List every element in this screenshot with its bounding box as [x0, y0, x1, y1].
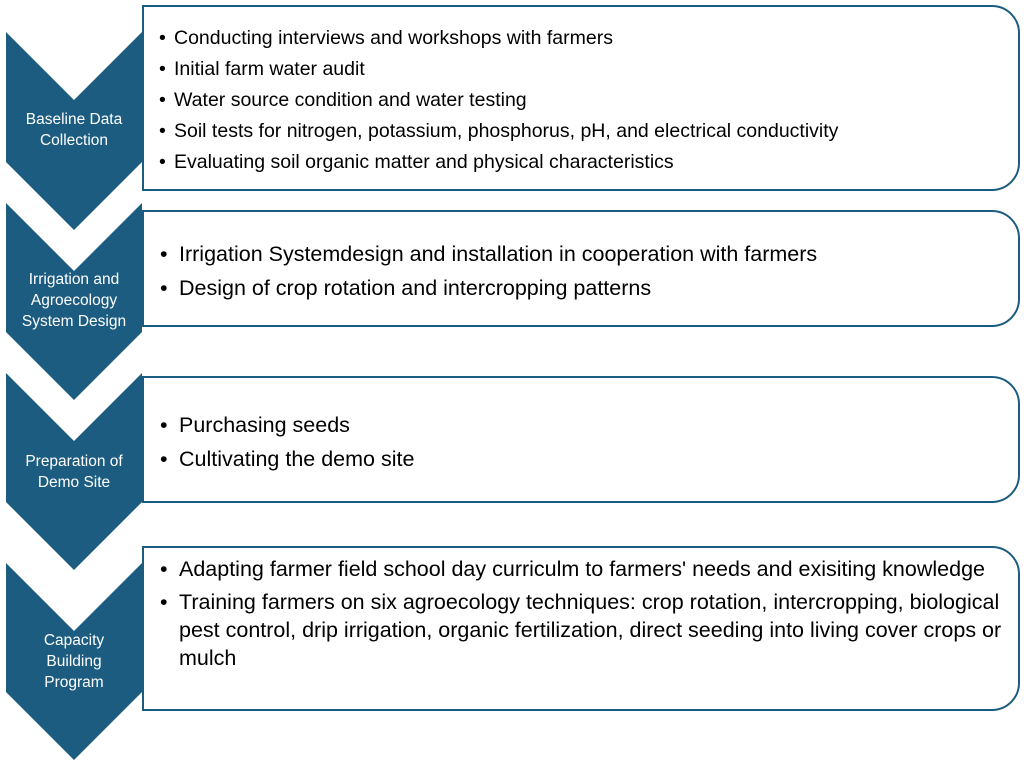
- stage-label-line: Irrigation and: [28, 271, 120, 288]
- stage-box-baseline-data-collection: [142, 5, 1020, 191]
- bullet-item: • Design of crop rotation and intercropping patterns: [179, 271, 1018, 305]
- bullet-list: [144, 212, 1018, 305]
- stage-label-line: Baseline Data: [25, 111, 123, 128]
- stage-box-capacity-building-program: [142, 546, 1020, 711]
- stage-label-line: System Design: [21, 313, 127, 330]
- stage-label-line: Building: [46, 653, 102, 670]
- stage-label-preparation-demo-site: [6, 451, 142, 493]
- bullet-item: • Soil tests for nitrogen, potassium, phosphorus, pH, and electrical conductivity: [174, 116, 1018, 147]
- bullet-list: [144, 378, 1018, 476]
- bullet-item: • Irrigation Systemdesign and installation in cooperation with farmers: [179, 237, 1018, 271]
- stage-label-line: Agroecology: [30, 292, 118, 309]
- stage-box-preparation-demo-site: [142, 376, 1020, 503]
- stage-label-line: Capacity: [43, 632, 105, 649]
- bullet-list: [144, 548, 1018, 672]
- stage-label-line: Demo Site: [37, 474, 111, 491]
- stage-label-baseline-data-collection: [6, 109, 142, 151]
- bullet-item: • Conducting interviews and workshops with farmers: [174, 23, 1018, 54]
- stage-label-line: Collection: [39, 132, 109, 149]
- bullet-item: • Water source condition and water testing: [174, 85, 1018, 116]
- stage-label-irrigation-system-design: [6, 269, 142, 332]
- stage-label-capacity-building-program: [6, 630, 142, 693]
- bullet-item: • Adapting farmer field school day curriculm to farmers' needs and exisiting knowledge: [179, 555, 1004, 583]
- stage-label-line: Program: [44, 674, 104, 691]
- bullet-list: [144, 7, 1018, 178]
- bullet-item: • Evaluating soil organic matter and physical characteristics: [174, 147, 1018, 178]
- bullet-item: • Initial farm water audit: [174, 54, 1018, 85]
- stage-label-line: Preparation of: [25, 453, 123, 470]
- bullet-item: • Training farmers on six agroecology techniques: crop rotation, intercropping, biological pest control, drip irrigation, organic fertilization, direct seeding into living cover crops or mulch: [179, 588, 1004, 672]
- bullet-item: • Cultivating the demo site: [179, 442, 1018, 476]
- bullet-item: • Purchasing seeds: [179, 408, 1018, 442]
- stage-box-irrigation-system-design: [142, 210, 1020, 327]
